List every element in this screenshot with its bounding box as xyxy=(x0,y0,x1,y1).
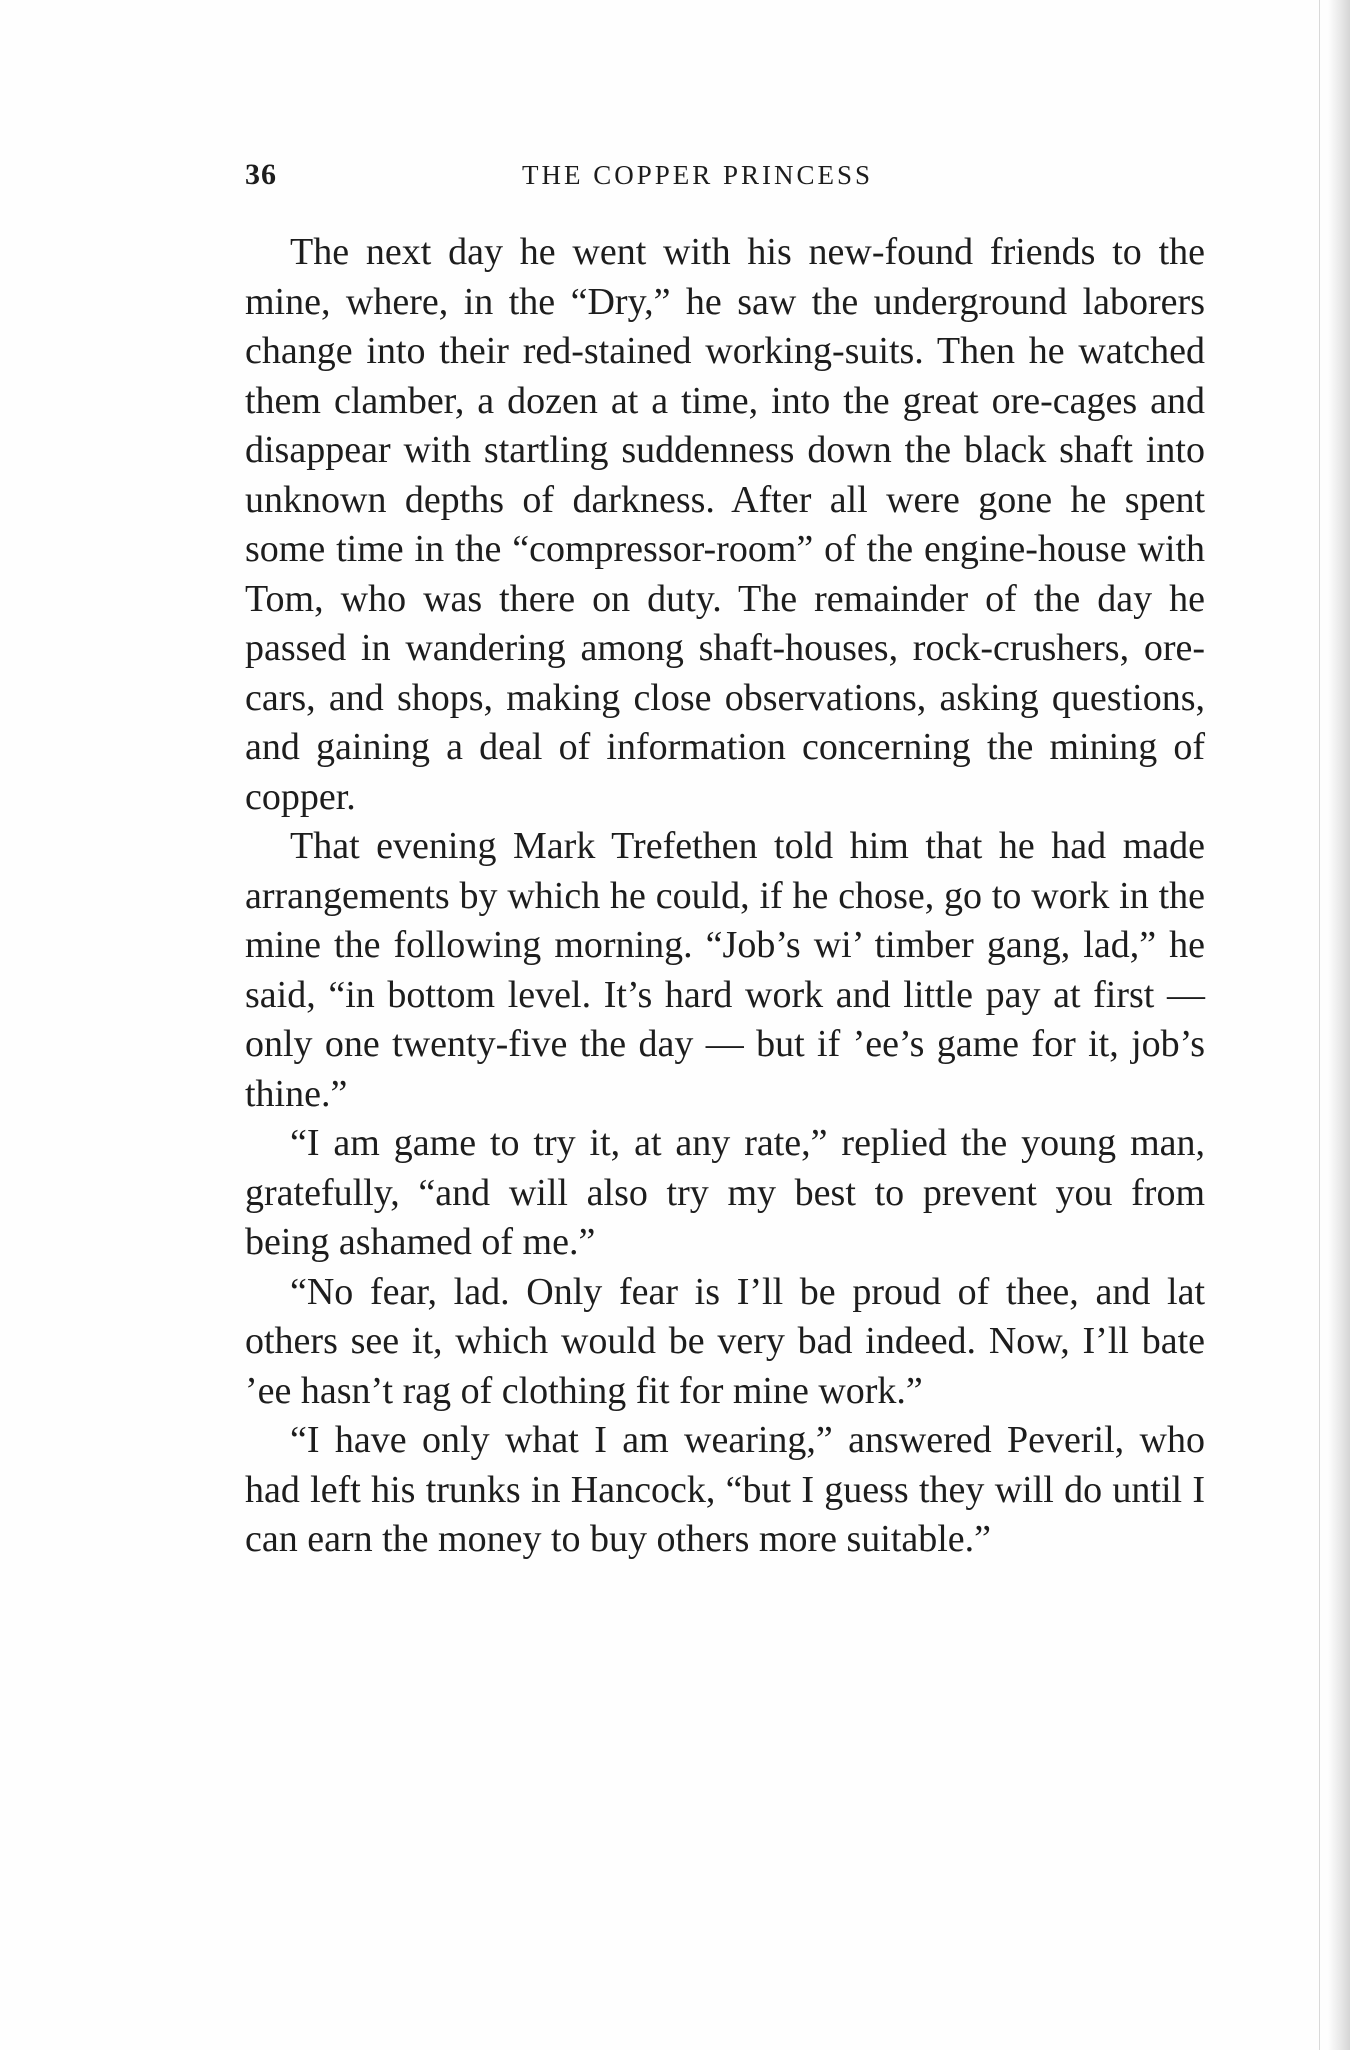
page-number: 36 xyxy=(245,158,277,191)
body-text xyxy=(245,228,1205,1565)
paragraph-4: “No fear, lad. Only fear is I’ll be proud of thee, and lat others see it, which would be very bad indeed. Now, I’ll bate ’ee hasn’t rag of clothing fit for mine work.” xyxy=(245,1270,1205,1412)
page-gutter-line xyxy=(1319,0,1320,2050)
paragraph-2: That evening Mark Trefethen told him that he had made arrangements by which he could, if he chose, go to work in the mine the following morning. “Job’s wi’ timber gang, lad,” he said, “in bottom level. It’s hard work and little pay at first — only one twenty-five the day — but if ’ee’s game for it, job’s thine.” xyxy=(245,825,1205,1115)
running-head xyxy=(245,158,1205,198)
page-binding-edge xyxy=(1328,0,1350,2050)
paragraph-5: “I have only what I am wearing,” answered Peveril, who had left his trunks in Hancock, “but I guess they will do until I can earn the money to buy others more suitable.” xyxy=(245,1419,1205,1560)
paragraph-1: The next day he went with his new-found friends to the mine, where, in the “Dry,” he saw the underground laborers change into their red-stained working-suits. Then he watched them clamber, a dozen at a time, into the great ore-cages and disappear with startling suddenness down the black shaft into unknown depths of darkness. After all were gone he spent some time in the “compressor-room” of the engine-house with Tom, who was there on duty. The remainder of the day he passed in wandering among shaft-houses, rock-crushers, ore-cars, and shops, making close observations, asking questions, and gaining a deal of information concerning the mining of copper. xyxy=(245,231,1205,818)
running-title: THE COPPER PRINCESS xyxy=(522,160,874,190)
paragraph-3: “I am game to try it, at any rate,” replied the young man, gratefully, “and will also try my best to prevent you from being ashamed of me.” xyxy=(245,1122,1205,1263)
